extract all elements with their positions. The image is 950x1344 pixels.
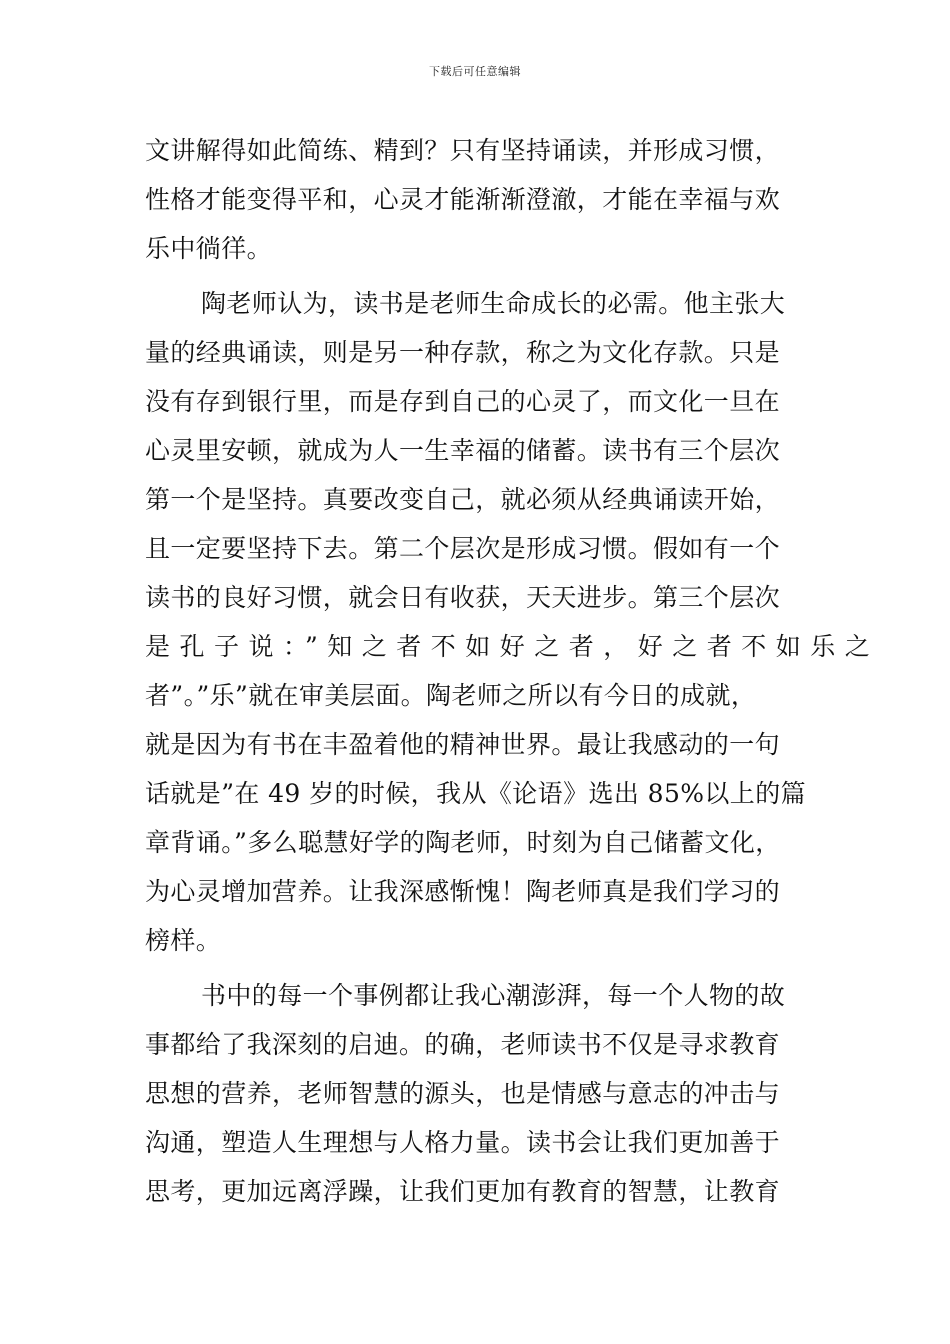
paragraph-1 xyxy=(145,126,825,273)
text-line: 陶老师认为，读书是老师生命成长的必需。他主张大 xyxy=(201,289,786,318)
text-line: 沟通，塑造人生理想与人格力量。读书会让我们更加善于 xyxy=(145,1128,781,1157)
text-line: 乐中徜徉。 xyxy=(145,234,273,263)
text-line: 文讲解得如此简练、精到？只有坚持诵读，并形成习惯， xyxy=(145,136,781,165)
text-line: 且一定要坚持下去。第二个层次是形成习惯。假如有一个 xyxy=(145,534,781,563)
document-body xyxy=(145,126,880,1216)
text-line: 就是因为有书在丰盈着他的精神世界。最让我感动的一句 xyxy=(145,730,781,759)
paragraph-3 xyxy=(145,971,825,1216)
text-line: 书中的每一个事例都让我心潮澎湃，每一个人物的故 xyxy=(201,981,786,1010)
text-line: 章背诵。”多么聪慧好学的陶老师，时刻为自己储蓄文化， xyxy=(145,828,781,857)
paragraph-2 xyxy=(145,279,880,965)
text-line: 思想的营养，老师智慧的源头，也是情感与意志的冲击与 xyxy=(145,1079,781,1108)
text-line: 量的经典诵读，则是另一种存款，称之为文化存款。只是 xyxy=(145,338,781,367)
text-line: 事都给了我深刻的启迪。的确，老师读书不仅是寻求教育 xyxy=(145,1030,781,1059)
text-line: 榜样。 xyxy=(145,926,222,955)
text-line: 者”。”乐”就在审美层面。陶老师之所以有今日的成就， xyxy=(145,681,757,710)
text-line: 没有存到银行里，而是存到自己的心灵了，而文化一旦在 xyxy=(145,387,781,416)
text-line: 话就是”在 49 岁的时候，我从《论语》选出 85%以上的篇 xyxy=(145,779,807,808)
text-line: 第一个是坚持。真要改变自己，就必须从经典诵读开始， xyxy=(145,485,781,514)
text-line: 是孔子说：”知之者不如好之者，好之者不如乐之 xyxy=(145,632,880,661)
text-line: 思考，更加远离浮躁，让我们更加有教育的智慧，让教育 xyxy=(145,1177,781,1206)
text-line: 性格才能变得平和，心灵才能渐渐澄澈，才能在幸福与欢 xyxy=(145,185,781,214)
text-line: 为心灵增加营养。让我深感惭愧！陶老师真是我们学习的 xyxy=(145,877,781,906)
text-line: 读书的良好习惯，就会日有收获，天天进步。第三个层次 xyxy=(145,583,781,612)
page-header: 下载后可任意编辑 xyxy=(429,65,521,78)
text-line: 心灵里安顿，就成为人一生幸福的储蓄。读书有三个层次 xyxy=(145,436,781,465)
